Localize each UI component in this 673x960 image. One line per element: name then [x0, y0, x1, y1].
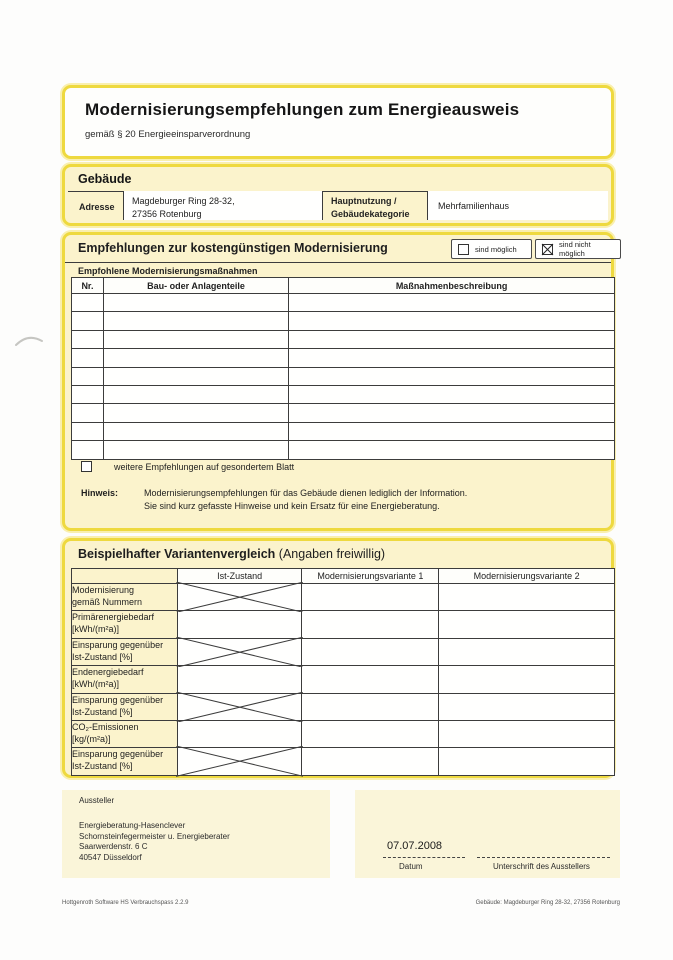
cell-ist-crossed — [177, 638, 302, 665]
weitere-label: weitere Empfehlungen auf gesondertem Blatt — [114, 461, 295, 472]
crossed-out-mark — [176, 582, 304, 612]
cell-variante1 — [302, 748, 439, 775]
cell-ist-crossed — [177, 693, 302, 720]
unterschrift-label: Unterschrift des Ausstellers — [493, 862, 590, 871]
row-label: Einsparung gegenüber Ist-Zustand [%] — [72, 693, 178, 720]
cell-variante1 — [302, 611, 439, 638]
footer-software: Hottgenroth Software HS Verbrauchspass 2.2.9 — [62, 900, 189, 906]
table-row — [72, 611, 615, 638]
cell-variante1 — [302, 666, 439, 693]
date-value: 07.07.2008 — [387, 840, 443, 852]
page-footer — [62, 900, 620, 906]
hauptnutzung-value: Mehrfamilienhaus — [428, 191, 608, 220]
table-header-row — [72, 278, 615, 294]
column-header-variante2: Modernisierungsvariante 2 — [439, 569, 615, 584]
corner-cell — [72, 569, 178, 584]
aussteller-heading: Aussteller — [79, 796, 115, 805]
page-subtitle: gemäß § 20 Energieeinsparverordnung — [85, 129, 251, 140]
adresse-line2: 27356 Rotenburg — [132, 209, 202, 219]
table-row — [72, 441, 615, 459]
cell-variante1 — [302, 693, 439, 720]
table-row — [72, 349, 615, 367]
footer-gebaeude: Gebäude: Magdeburger Ring 28-32, 27356 Rotenburg — [475, 900, 620, 906]
table-row — [72, 748, 615, 775]
checkbox-sind-moeglich — [451, 239, 532, 259]
massnahmen-caption: Empfohlene Modernisierungsmaßnahmen — [65, 262, 611, 279]
adresse-label: Adresse — [79, 202, 115, 212]
hinweis-label: Hinweis: — [81, 488, 119, 498]
table-row — [72, 404, 615, 422]
table-row — [72, 385, 615, 403]
cell-variante2 — [439, 611, 615, 638]
cell-variante1 — [302, 638, 439, 665]
date-label: Datum — [399, 862, 423, 871]
date-signature-line — [383, 857, 465, 858]
adresse-line1: Magdeburger Ring 28-32, — [132, 196, 235, 206]
crossed-out-mark — [176, 637, 304, 667]
row-label: Einsparung gegenüber Ist-Zustand [%] — [72, 748, 178, 775]
scan-artifact-mark — [12, 325, 52, 355]
cell-ist — [177, 611, 302, 638]
checkbox-label: sind möglich — [475, 244, 517, 254]
aussteller-signature-line — [477, 857, 610, 858]
checkbox-checked-icon — [542, 244, 553, 255]
hinweis-block — [81, 487, 467, 513]
cell-variante2 — [439, 748, 615, 775]
signature-block — [355, 790, 620, 878]
aussteller-address: Energieberatung-Hasenclever Schornsteinfegermeister u. Energieberater Saarwerdenstr. 6 C 40547 Düsseldorf — [79, 821, 230, 862]
cell-ist-crossed — [177, 584, 302, 611]
section-variantenvergleich — [62, 538, 614, 778]
varianten-heading: Beispielhafter Variantenvergleich (Angaben freiwillig) — [78, 547, 386, 561]
cell-variante2 — [439, 720, 615, 747]
table-row — [72, 367, 615, 385]
gebaeude-heading: Gebäude — [78, 172, 132, 186]
cell-variante2 — [439, 693, 615, 720]
table-header-row — [72, 569, 615, 584]
column-header-ist-zustand: Ist-Zustand — [177, 569, 302, 584]
column-header-bauteile: Bau- oder Anlagenteile — [103, 278, 288, 294]
checkbox-empty-icon — [458, 244, 469, 255]
gebaeude-row — [68, 191, 608, 220]
row-label: CO₂-Emissionen [kg/(m²a)] — [72, 720, 178, 747]
massnahmen-table — [71, 277, 615, 460]
page-title: Modernisierungsempfehlungen zum Energieausweis — [85, 100, 520, 119]
row-label: Endenergiebedarf [kWh/(m²a)] — [72, 666, 178, 693]
weitere-empfehlungen-row — [81, 461, 294, 472]
x-mark-icon — [541, 243, 554, 256]
table-row — [72, 720, 615, 747]
table-row — [72, 638, 615, 665]
cell-variante2 — [439, 638, 615, 665]
table-row — [72, 693, 615, 720]
empfehlungen-heading: Empfehlungen zur kostengünstigen Modernisierung — [78, 241, 388, 255]
hinweis-text: Modernisierungsempfehlungen für das Gebäude dienen lediglich der Information. Sie sind kurz gefasste Hinweise und kein Ersatz für eine Energieberatung. — [144, 488, 468, 511]
empfehlungen-header — [65, 235, 611, 262]
table-row — [72, 666, 615, 693]
cell-variante2 — [439, 666, 615, 693]
cell-ist — [177, 720, 302, 747]
document-header — [62, 85, 614, 159]
table-row — [72, 294, 615, 312]
section-empfehlungen — [62, 232, 614, 531]
column-header-variante1: Modernisierungsvariante 1 — [302, 569, 439, 584]
row-label: Einsparung gegenüber Ist-Zustand [%] — [72, 638, 178, 665]
cell-ist-crossed — [177, 748, 302, 775]
column-header-nr: Nr. — [72, 278, 104, 294]
row-label: Primärenergiebedarf [kWh/(m²a)] — [72, 611, 178, 638]
cell-ist — [177, 666, 302, 693]
adresse-value — [123, 191, 323, 220]
column-header-massnahme: Maßnahmenbeschreibung — [289, 278, 615, 294]
checkbox-label: sind nicht möglich — [559, 240, 591, 258]
hauptnutzung-label: Hauptnutzung / Gebäudekategorie — [323, 191, 428, 220]
cell-variante2 — [439, 584, 615, 611]
checkbox-sind-nicht-moeglich — [535, 239, 621, 259]
table-row — [72, 422, 615, 440]
aussteller-block — [62, 790, 330, 878]
table-row — [72, 330, 615, 348]
cell-variante1 — [302, 584, 439, 611]
checkbox-empty-icon — [81, 461, 92, 472]
varianten-table — [71, 568, 615, 776]
crossed-out-mark — [176, 692, 304, 722]
cell-variante1 — [302, 720, 439, 747]
table-row — [72, 312, 615, 330]
row-label: Modernisierung gemäß Nummern — [72, 584, 178, 611]
table-row — [72, 584, 615, 611]
section-gebaeude — [62, 164, 614, 226]
crossed-out-mark — [176, 746, 304, 776]
